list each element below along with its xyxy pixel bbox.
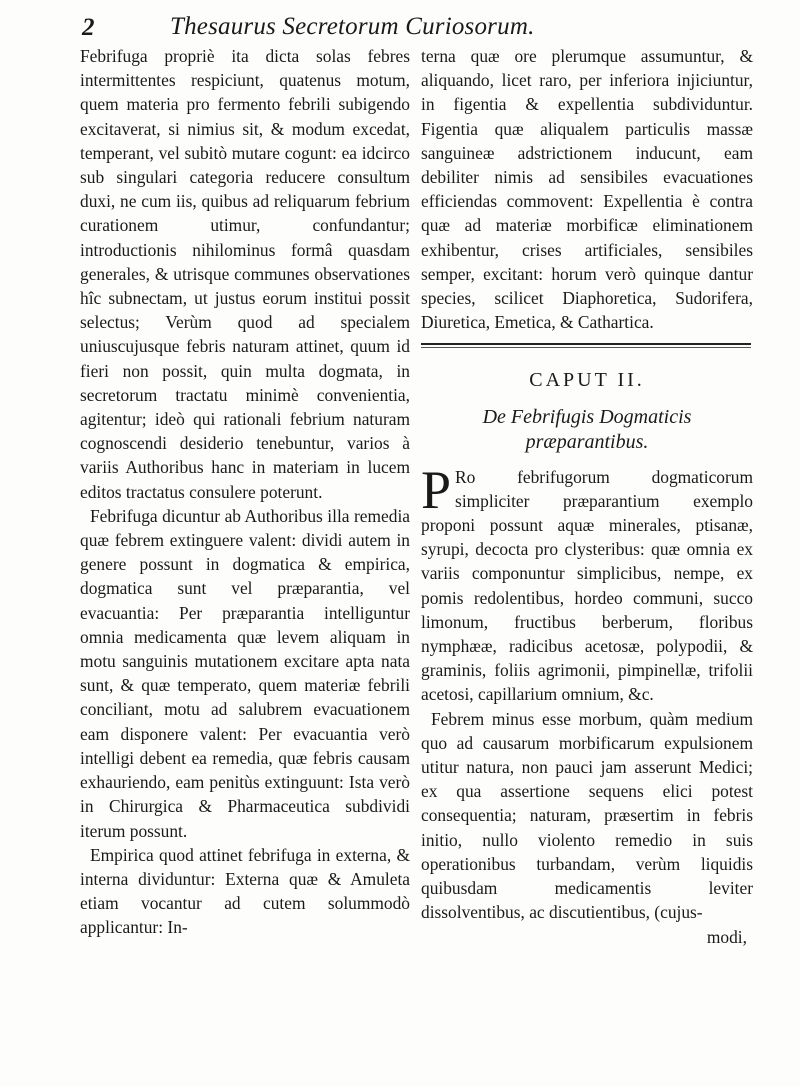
running-title: Thesaurus Secretorum Curiosorum. [170,13,535,40]
paragraph-chapter-opening [421,459,753,707]
paragraph-empirica: Empirica quod attinet febrifuga in externa, & interna dividuntur: Externa quæ & Amuleta etiam vocantur ad cutem solummodò applicantur: In- [80,844,410,938]
left-column [80,44,410,940]
paragraph-febrem: Febrem minus esse morbum, quàm medium quo ad causarum morbificarum expulsionem utitur natura, non pauci jam asserunt Medici; ex qua assertione sequens elici potest consequentia; naturam, præsertim in febris initio, nullo violento remedio in suis operationibus turbandam, verùm liquidis quibusdam medicamentis leviter dissolventibus, ac discutientibus, (cujus- [421,708,753,923]
paragraph-chapter-opening-text: Ro febrifugorum dogmaticorum simpliciter præparantium exemplo proponi possunt aquæ minerales, ptisanæ, syrupi, decocta pro clysteribus: quæ omnia ex variis componuntur simplicibus, nempe, ex pomis redolentibus, hordeo communi, succo limonum, fructibus berberum, floribus nymphææ, radicibus acetosæ, polypodii, & graminis, foliis agrimonii, pimpinellæ, trifolii acetosi, capillarium omnium, &c. [421,466,753,705]
chapter-subtitle: De Febrifugis Dogmaticis præparantibus. [482,405,692,453]
catchword: modi, [706,926,747,947]
drop-cap: P [421,459,452,520]
right-column [421,44,753,949]
running-head [60,12,760,46]
page-number: 2 [82,14,95,41]
chapter-rule [421,343,751,345]
chapter-rule-thin [421,347,751,348]
paragraph-febrifuga-intro: Febrifuga propriè ita dicta solas febres intermittentes respiciunt, quatenus motum, quem materia pro fermento febrili subigendo excitaverat, si nimius sit, & modum excedat, temperant, vel subitò mutare cogunt: ea idcirco sub singulari categoria reducere consultum duxi, ne cum iis, quibus ad reliquarum febrium curationem utimur, confundantur; introductionis nihilominus formâ quasdam generales, & utrisque communes observationes hîc subnectam, ut justus eorum institui possit selectus; Verùm quod ad specialem uniuscujusque febris naturam attinet, quum id fieri non possit, quin multa dogmata, in secretorum tractatu minimè convenientia, agitentur; ideò qui rationali febrium naturam cognoscendi desiderio tenebuntur, varios à variis Authoribus hanc in materiam in lucem editos tractatus consulere poterunt. [80,46,410,502]
paragraph-febrifuga-division: Febrifuga dicuntur ab Authoribus illa remedia quæ febrem extinguere valent: dividi autem in genere possunt in dogmatica & empirica, dogmatica sunt vel præparantia, vel evacuantia: Per præparantia intelliguntur omnia medicamenta quæ levem aliquam in motu sanguinis mutationem excitare apta nata sunt, & quæ temperato, quem materiæ febrili conciliant, motu ad salubrem evacuationem eam disponere valent: Per evacuantia verò intelligi debent ea remedia, quæ febris causam exhauriendo, eam penitùs extinguunt: Ista verò in Chirurgica & Pharmaceutica subdividi iterum possunt. [80,505,410,841]
paragraph-interna: terna quæ ore plerumque assumuntur, & aliquando, licet raro, per inferiora injiciuntur, in figentia & expellentia subdividuntur. Figentia quæ aliqualem particulis massæ sanguineæ adstrictionem inducunt, eam debiliter nimis ad sensibiles evacuationes efficiendas commovent: Expellentia è contra quæ ad materiæ morbificæ eliminationem exhibentur, crises artificiales, sensibiles semper, excitant: horum verò quinque dantur species, scilicet Diaphoretica, Sudorifera, Diuretica, Emetica, & Cathartica. [421,46,753,333]
chapter-heading: CAPUT II. [529,369,645,392]
